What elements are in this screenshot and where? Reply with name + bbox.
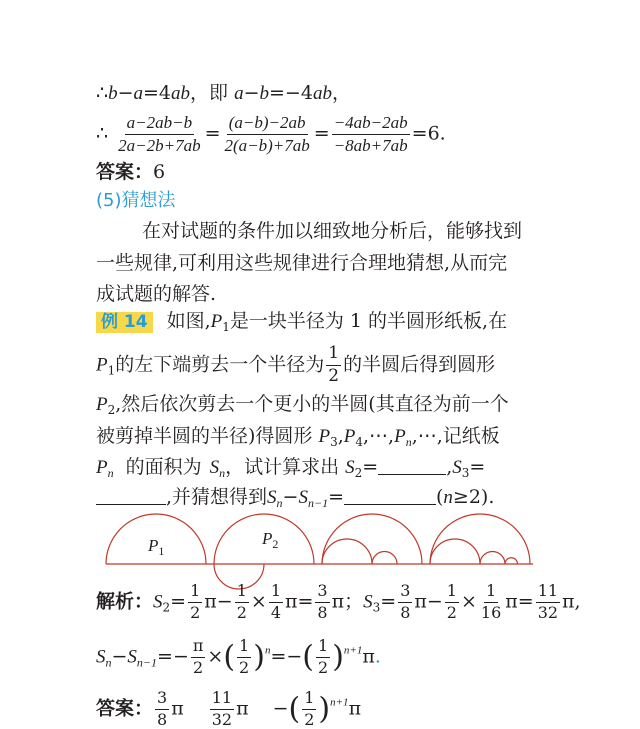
var-p: P bbox=[394, 426, 406, 447]
semicircle-p4-outer bbox=[430, 514, 530, 564]
connector-text: ，即 bbox=[190, 82, 235, 104]
denominator: 2a−2b+7ab bbox=[118, 135, 201, 155]
minus: − bbox=[282, 486, 299, 508]
text: ( bbox=[436, 486, 444, 508]
answer-label: 答案 bbox=[96, 697, 135, 720]
text: 的面积为 bbox=[125, 456, 202, 478]
var-s: S bbox=[298, 487, 308, 508]
text: ，试计算求出 bbox=[225, 456, 340, 478]
solution-label: 解析 bbox=[96, 590, 135, 613]
var-s: S bbox=[452, 457, 462, 478]
var-p: P bbox=[343, 426, 356, 447]
paragraph-line-2: 一些规律,可利用这些规律进行合理地猜想,从而完 bbox=[96, 252, 508, 274]
var-b: b bbox=[108, 83, 118, 104]
answer-value: 6 bbox=[153, 161, 166, 183]
result: =6. bbox=[411, 122, 446, 145]
subscript: 3 bbox=[461, 466, 470, 480]
subscript: 2 bbox=[162, 600, 171, 615]
var-s: S bbox=[209, 457, 220, 478]
var-ab: ab bbox=[312, 83, 332, 104]
example-line-4: 被剪掉半圆的半径)得圆形 $P_3,P_4,\cdots,P_n,\cdots$,记纸板 bbox=[96, 425, 500, 449]
var-a: a bbox=[133, 83, 144, 104]
subscript: 3 bbox=[330, 435, 338, 449]
subscript: n bbox=[276, 496, 283, 510]
text: 的左下端剪去一个半径为 bbox=[115, 353, 325, 376]
text: 被剪掉半圆的半径)得圆形 bbox=[96, 425, 319, 447]
var-p: P bbox=[96, 354, 108, 376]
text: ≥2). bbox=[452, 486, 495, 508]
semicircle-p4-cut1 bbox=[430, 539, 480, 564]
colon: ： bbox=[134, 697, 154, 720]
var-b: b bbox=[259, 83, 269, 104]
subscript: n bbox=[219, 466, 226, 480]
subscript: n bbox=[405, 435, 412, 449]
text: ,然后依次剪去一个更小的半圆(其直径为前一个 bbox=[115, 393, 509, 415]
subscript: 4 bbox=[355, 435, 363, 449]
figure-shapes bbox=[106, 514, 533, 589]
answer-line-2: 答案： $\frac{3}{8}$ π $\frac{11}{32}$ π −( $\frac{1}{2}$ )$^{n+1}$π bbox=[96, 688, 362, 729]
minus: − bbox=[117, 82, 134, 104]
subscript: n−1 bbox=[307, 496, 329, 510]
text: , bbox=[446, 456, 453, 478]
text: 的半圆后得到圆形 bbox=[343, 353, 496, 376]
section-heading: (5)猜想法 bbox=[96, 190, 176, 211]
text: ,并猜想得到 bbox=[166, 486, 268, 508]
equals: =−4 bbox=[269, 82, 313, 104]
denominator: 2 bbox=[328, 365, 340, 386]
semicircle-p4-cut2 bbox=[480, 552, 505, 565]
punctuation: ， bbox=[331, 82, 351, 104]
equals: = bbox=[362, 456, 379, 478]
therefore-symbol: ∴ bbox=[96, 82, 109, 104]
therefore-symbol: ∴ bbox=[96, 122, 109, 145]
semicircle-p4-cut3 bbox=[505, 558, 518, 564]
var-ab: ab bbox=[171, 83, 191, 104]
semicircle-p3-outer bbox=[322, 514, 422, 564]
figure-label-p1: $P_1$ bbox=[148, 536, 165, 558]
figure-label-p2: $P_2$ bbox=[262, 529, 279, 551]
equals: = bbox=[328, 486, 344, 508]
colon: ： bbox=[134, 161, 154, 183]
numerator: (a−b)−2ab bbox=[227, 114, 308, 135]
var-n: n bbox=[443, 487, 453, 508]
subscript: n bbox=[107, 466, 114, 480]
text: 是一块半径为 1 的半圆形纸板,在 bbox=[229, 310, 508, 332]
subscript: 2 bbox=[107, 403, 116, 417]
var-p: P bbox=[96, 394, 108, 415]
text: ,⋯,记纸板 bbox=[411, 425, 500, 447]
solution-line-1: 解析：$S_2=$ $\frac{1}{2}$ π− $\frac{1}{2}$ × $\frac{1}{4}$ π= $\frac{3}{8}$ π；$S_3=$ $\frac{3}{8}$ π− $\frac{1}{2}$ × $\frac{1}{16}$ π= $\frac{11}{32}$ π, bbox=[96, 581, 581, 622]
var-p: P bbox=[210, 311, 223, 332]
answer-label: 答案 bbox=[96, 161, 135, 183]
denominator: −8ab+7ab bbox=[333, 135, 408, 155]
numerator: −4ab−2ab bbox=[332, 114, 410, 135]
paragraph-line-3: 成试题的解答. bbox=[96, 283, 217, 305]
minus: − bbox=[243, 82, 260, 104]
equals: = bbox=[469, 456, 486, 478]
subscript: 2 bbox=[354, 466, 363, 480]
subscript: 1 bbox=[107, 363, 116, 378]
var-p: P bbox=[318, 426, 331, 447]
semicircle-p3-cut2 bbox=[372, 552, 397, 565]
example-tag: 例 14 bbox=[96, 312, 153, 333]
paragraph-line-1: 在对试题的条件加以细致地分析后，能够找到 bbox=[142, 220, 523, 242]
equals: = bbox=[204, 122, 221, 145]
colon: ： bbox=[134, 590, 154, 613]
numerator: 1 bbox=[326, 345, 341, 366]
var-p: P bbox=[96, 457, 108, 478]
subscript: 1 bbox=[222, 320, 230, 334]
numerator: a−2ab−b bbox=[125, 114, 194, 135]
equals: =4 bbox=[143, 82, 172, 104]
text: 如图, bbox=[166, 310, 211, 332]
denominator: 2(a−b)+7ab bbox=[224, 135, 310, 155]
solution-line-2: $S_n-S_{n-1}=-$ $\frac{\pi}{2}$ ×( $\frac{1}{2}$ )$^n$=−( $\frac{1}{2}$ )$^{n+1}$π. bbox=[96, 636, 381, 677]
var-a: a bbox=[234, 83, 244, 104]
equals: = bbox=[313, 122, 330, 145]
var-s: S bbox=[345, 457, 355, 478]
var-s: S bbox=[153, 591, 163, 613]
semicircle-p3-cut1 bbox=[322, 539, 372, 564]
ellipsis: ,⋯, bbox=[363, 425, 395, 447]
var-s: S bbox=[267, 487, 277, 508]
